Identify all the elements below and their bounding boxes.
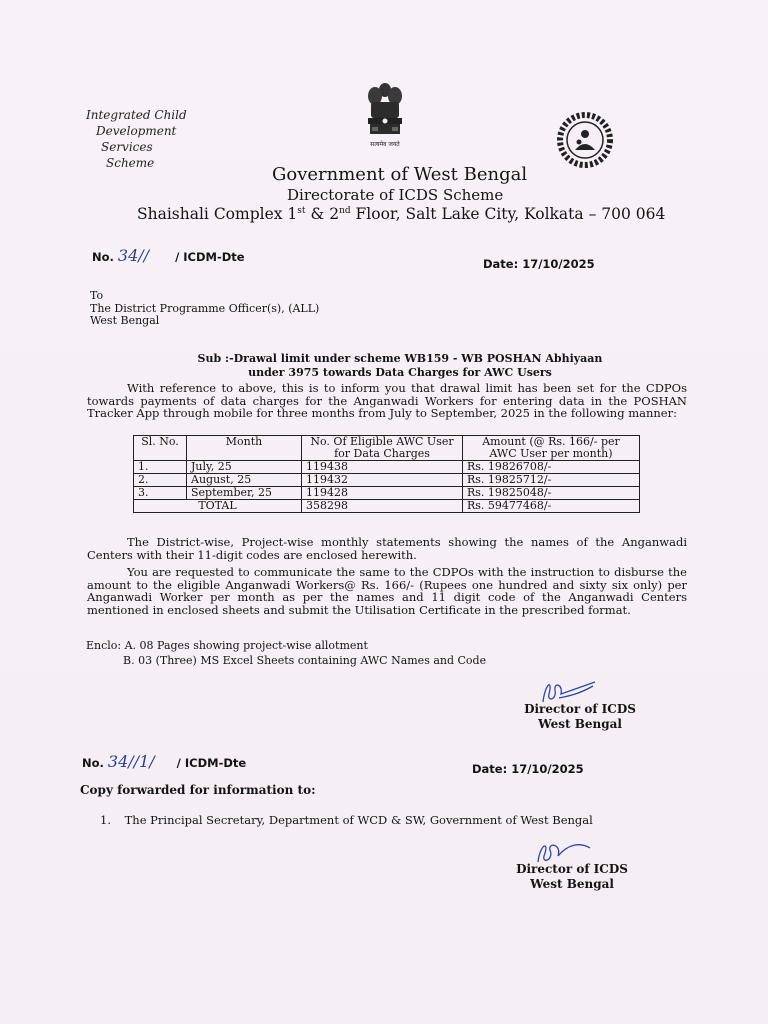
cell-amount: Rs. 19825048/- bbox=[463, 487, 640, 500]
table-row bbox=[134, 474, 640, 487]
table-total-row bbox=[134, 500, 640, 513]
address-part: Shaishali Complex 1 bbox=[137, 205, 298, 223]
address-part: Floor, Salt Lake City, Kolkata – 700 064 bbox=[350, 205, 666, 223]
subject-line: Sub :-Drawal limit under scheme WB159 - WB POSHAN Abhiyaan bbox=[197, 352, 603, 365]
cell-total-label: TOTAL bbox=[134, 500, 302, 513]
signature-block-2 bbox=[510, 862, 634, 892]
letterhead-title: Government of West Bengal bbox=[272, 164, 528, 185]
memo-no-suffix: / ICDM-Dte bbox=[175, 250, 245, 264]
header-sl: Sl. No. bbox=[134, 436, 187, 461]
scheme-name-block bbox=[86, 107, 187, 171]
address-part: & 2 bbox=[305, 205, 340, 223]
cell-amount: Rs. 19826708/- bbox=[463, 461, 640, 474]
cell-users: 119432 bbox=[302, 474, 463, 487]
copy-memo-number bbox=[82, 752, 246, 771]
scheme-line: Scheme bbox=[106, 156, 155, 170]
state-emblem bbox=[362, 80, 408, 152]
copy-forward-heading: Copy forwarded for information to: bbox=[80, 783, 316, 797]
icds-logo bbox=[555, 110, 615, 170]
table-row bbox=[134, 487, 640, 500]
signatory-state: West Bengal bbox=[538, 717, 622, 731]
address-sup: nd bbox=[339, 205, 351, 216]
body-paragraph-3: You are requested to communicate the same to the CDPOs with the instruction to disburse the amount to the eligible Anganwadi Workers@ Rs. 166/- (Rupees one hundred and sixty six only) per Anganwadi Worker per month as per the names and 11 digit code of the Anganwadi Centers mentioned in enclosed sheets and submit the Utilisation Certificate in the prescribed format. bbox=[87, 565, 687, 617]
icds-sunburst-icon bbox=[555, 110, 615, 170]
memo-date: Date: 17/10/2025 bbox=[483, 257, 595, 271]
cell-sl: 1. bbox=[134, 461, 187, 474]
address-sup: st bbox=[297, 205, 306, 216]
cell-total-amount: Rs. 59477468/- bbox=[463, 500, 640, 513]
cell-sl: 3. bbox=[134, 487, 187, 500]
signatory-state: West Bengal bbox=[530, 877, 614, 891]
cell-month: September, 25 bbox=[187, 487, 302, 500]
signatory-title: Director of ICDS bbox=[524, 702, 636, 716]
table-header-row bbox=[134, 436, 640, 461]
allotment-table bbox=[133, 435, 640, 513]
cell-users: 119428 bbox=[302, 487, 463, 500]
table-row bbox=[134, 461, 640, 474]
body-paragraph-2: The District-wise, Project-wise monthly statements showing the names of the Anganwadi Centers with their 11-digit codes are enclosed herewith. bbox=[87, 535, 687, 562]
header-users: No. Of Eligible AWC User for Data Charges bbox=[302, 436, 463, 461]
copy-no-suffix: / ICDM-Dte bbox=[176, 756, 247, 770]
recipient-line: West Bengal bbox=[90, 314, 160, 327]
recipient-to: To bbox=[90, 289, 104, 302]
cell-sl: 2. bbox=[134, 474, 187, 487]
copy-item-text: The Principal Secretary, Department of WCD & SW, Government of West Bengal bbox=[124, 813, 593, 827]
letterhead-address bbox=[137, 205, 665, 223]
copy-no-label: No. bbox=[82, 756, 104, 770]
emblem-motto: सत्यमेव जयते bbox=[370, 141, 400, 148]
enclosure-b: B. 03 (Three) MS Excel Sheets containing AWC Names and Code bbox=[123, 654, 487, 667]
copy-date: Date: 17/10/2025 bbox=[472, 762, 584, 776]
header-amount: Amount (@ Rs. 166/- per AWC User per month) bbox=[463, 436, 640, 461]
cell-users: 119438 bbox=[302, 461, 463, 474]
cell-month: July, 25 bbox=[187, 461, 302, 474]
header-month: Month bbox=[187, 436, 302, 461]
recipient-line: The District Programme Officer(s), (ALL) bbox=[90, 301, 320, 315]
enclosure-a: Enclo: A. 08 Pages showing project-wise allotment bbox=[86, 639, 368, 652]
scheme-line: Development bbox=[96, 124, 177, 138]
signatory-title: Director of ICDS bbox=[516, 862, 628, 876]
letterhead-directorate: Directorate of ICDS Scheme bbox=[287, 186, 504, 204]
memo-no-label: No. bbox=[92, 250, 114, 264]
copy-no-handwritten: 34//1/ bbox=[107, 752, 155, 771]
cell-month: August, 25 bbox=[187, 474, 302, 487]
subject-line: under 3975 towards Data Charges for AWC Users bbox=[248, 366, 552, 379]
scheme-line: Services bbox=[101, 140, 153, 154]
cell-total-users: 358298 bbox=[302, 500, 463, 513]
body-paragraph-1: With reference to above, this is to inform you that drawal limit has been set for the CDPOs towards payments of data charges for the Anganwadi Workers for entering data in the POSHAN Tracker App through mobile for three months from July to September, 2025 in the following manner: bbox=[87, 381, 687, 421]
memo-number bbox=[92, 246, 245, 265]
copy-item-number: 1. bbox=[100, 813, 111, 827]
copy-list-item bbox=[100, 814, 593, 827]
recipient-block bbox=[90, 290, 319, 328]
signature-block-1 bbox=[520, 702, 640, 732]
cell-amount: Rs. 19825712/- bbox=[463, 474, 640, 487]
memo-no-handwritten: 34// bbox=[117, 246, 150, 265]
subject-block bbox=[160, 352, 640, 380]
scheme-line: Integrated Child bbox=[86, 108, 187, 122]
